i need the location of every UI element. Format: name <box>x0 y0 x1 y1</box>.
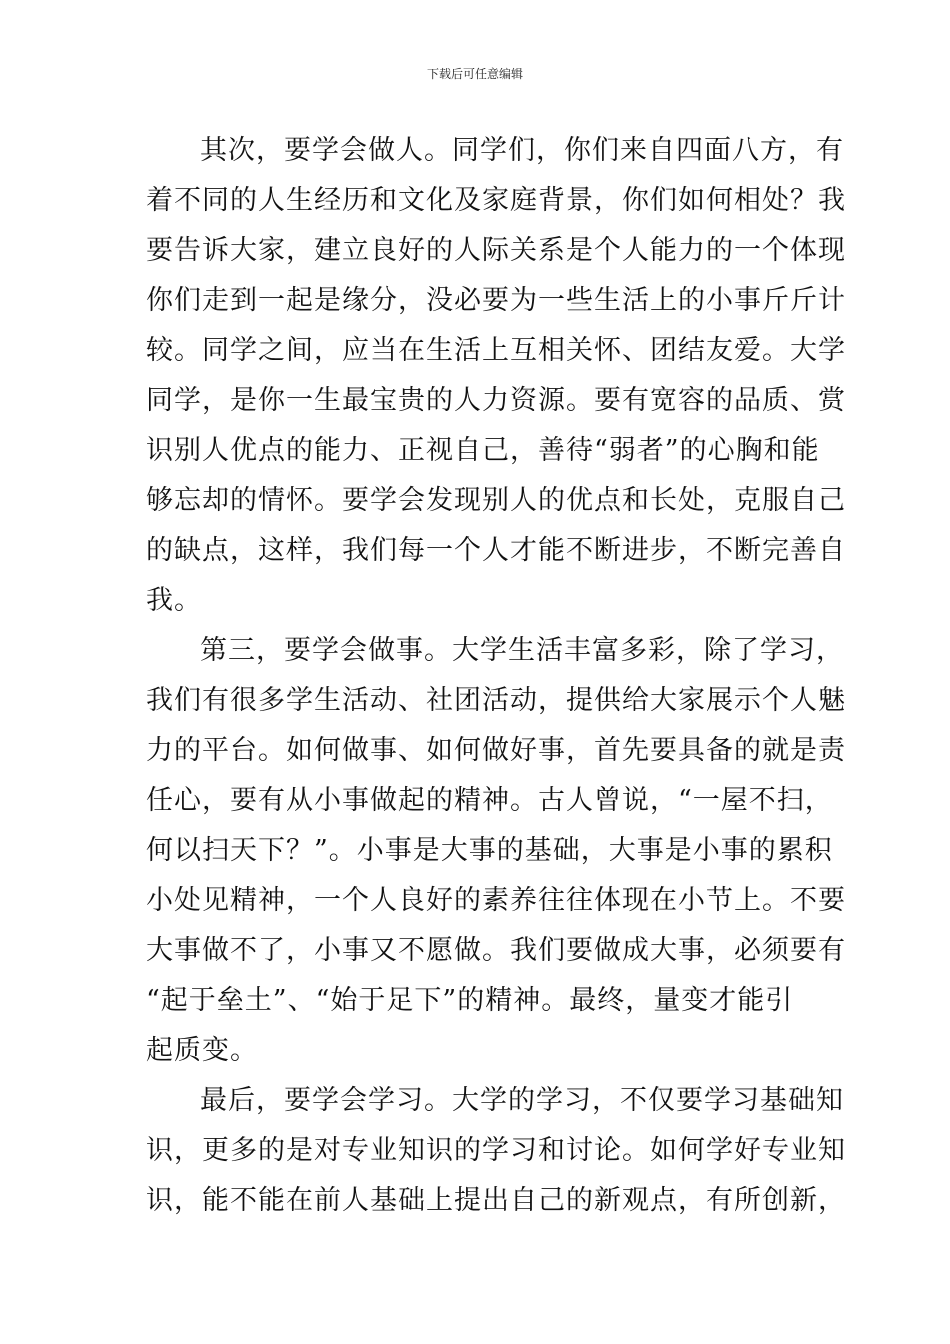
paragraph-do-things <box>146 626 846 1076</box>
text-line: 起质变。 <box>146 1035 258 1066</box>
text-line: 小处见精神，一个人良好的素养往往体现在小节上。不要 <box>146 885 846 916</box>
page-header: 下载后可任意编辑 <box>426 67 523 81</box>
text-line: 其次，要学会做人。同学们，你们来自四面八方，有 <box>200 135 844 166</box>
text-line: 你们走到一起是缘分，没必要为一些生活上的小事斤斤计 <box>146 285 846 316</box>
text-line: 任心，要有从小事做起的精神。古人曾说，“一屋不扫， <box>146 785 833 816</box>
text-line: 识，能不能在前人基础上提出自己的新观点，有所创新， <box>146 1185 846 1216</box>
text-line: 力的平台。如何做事、如何做好事，首先要具备的就是责 <box>146 735 846 766</box>
text-line: 何以扫天下？”。小事是大事的基础，大事是小事的累积 <box>146 835 833 866</box>
paragraph-be-a-person <box>146 126 846 626</box>
text-line: 着不同的人生经历和文化及家庭背景，你们如何相处？我 <box>146 185 846 216</box>
text-line: 大事做不了，小事又不愿做。我们要做成大事，必须要有 <box>146 935 846 966</box>
text-line: 够忘却的情怀。要学会发现别人的优点和长处，克服自己 <box>146 485 846 516</box>
text-line: 识，更多的是对专业知识的学习和讨论。如何学好专业知 <box>146 1135 846 1166</box>
text-line: 的缺点，这样，我们每一个人才能不断进步，不断完善自 <box>146 535 846 566</box>
document-body <box>146 126 846 1226</box>
text-line: 第三，要学会做事。大学生活丰富多彩，除了学习， <box>200 635 844 666</box>
text-line: 最后，要学会学习。大学的学习，不仅要学习基础知 <box>200 1085 844 1116</box>
paragraph-learn <box>146 1076 846 1226</box>
text-line: 我们有很多学生活动、社团活动，提供给大家展示个人魅 <box>146 685 846 716</box>
text-line: 较。同学之间，应当在生活上互相关怀、团结友爱。大学 <box>146 335 846 366</box>
text-line: 要告诉大家，建立良好的人际关系是个人能力的一个体现 <box>146 235 846 266</box>
text-line: 我。 <box>146 585 202 616</box>
text-line: “起于垒土”、“始于足下”的精神。最终，量变才能引 <box>146 985 794 1016</box>
text-line: 同学，是你一生最宝贵的人力资源。要有宽容的品质、赏 <box>146 385 846 416</box>
text-line: 识别人优点的能力、正视自己，善待“弱者”的心胸和能 <box>146 435 820 466</box>
